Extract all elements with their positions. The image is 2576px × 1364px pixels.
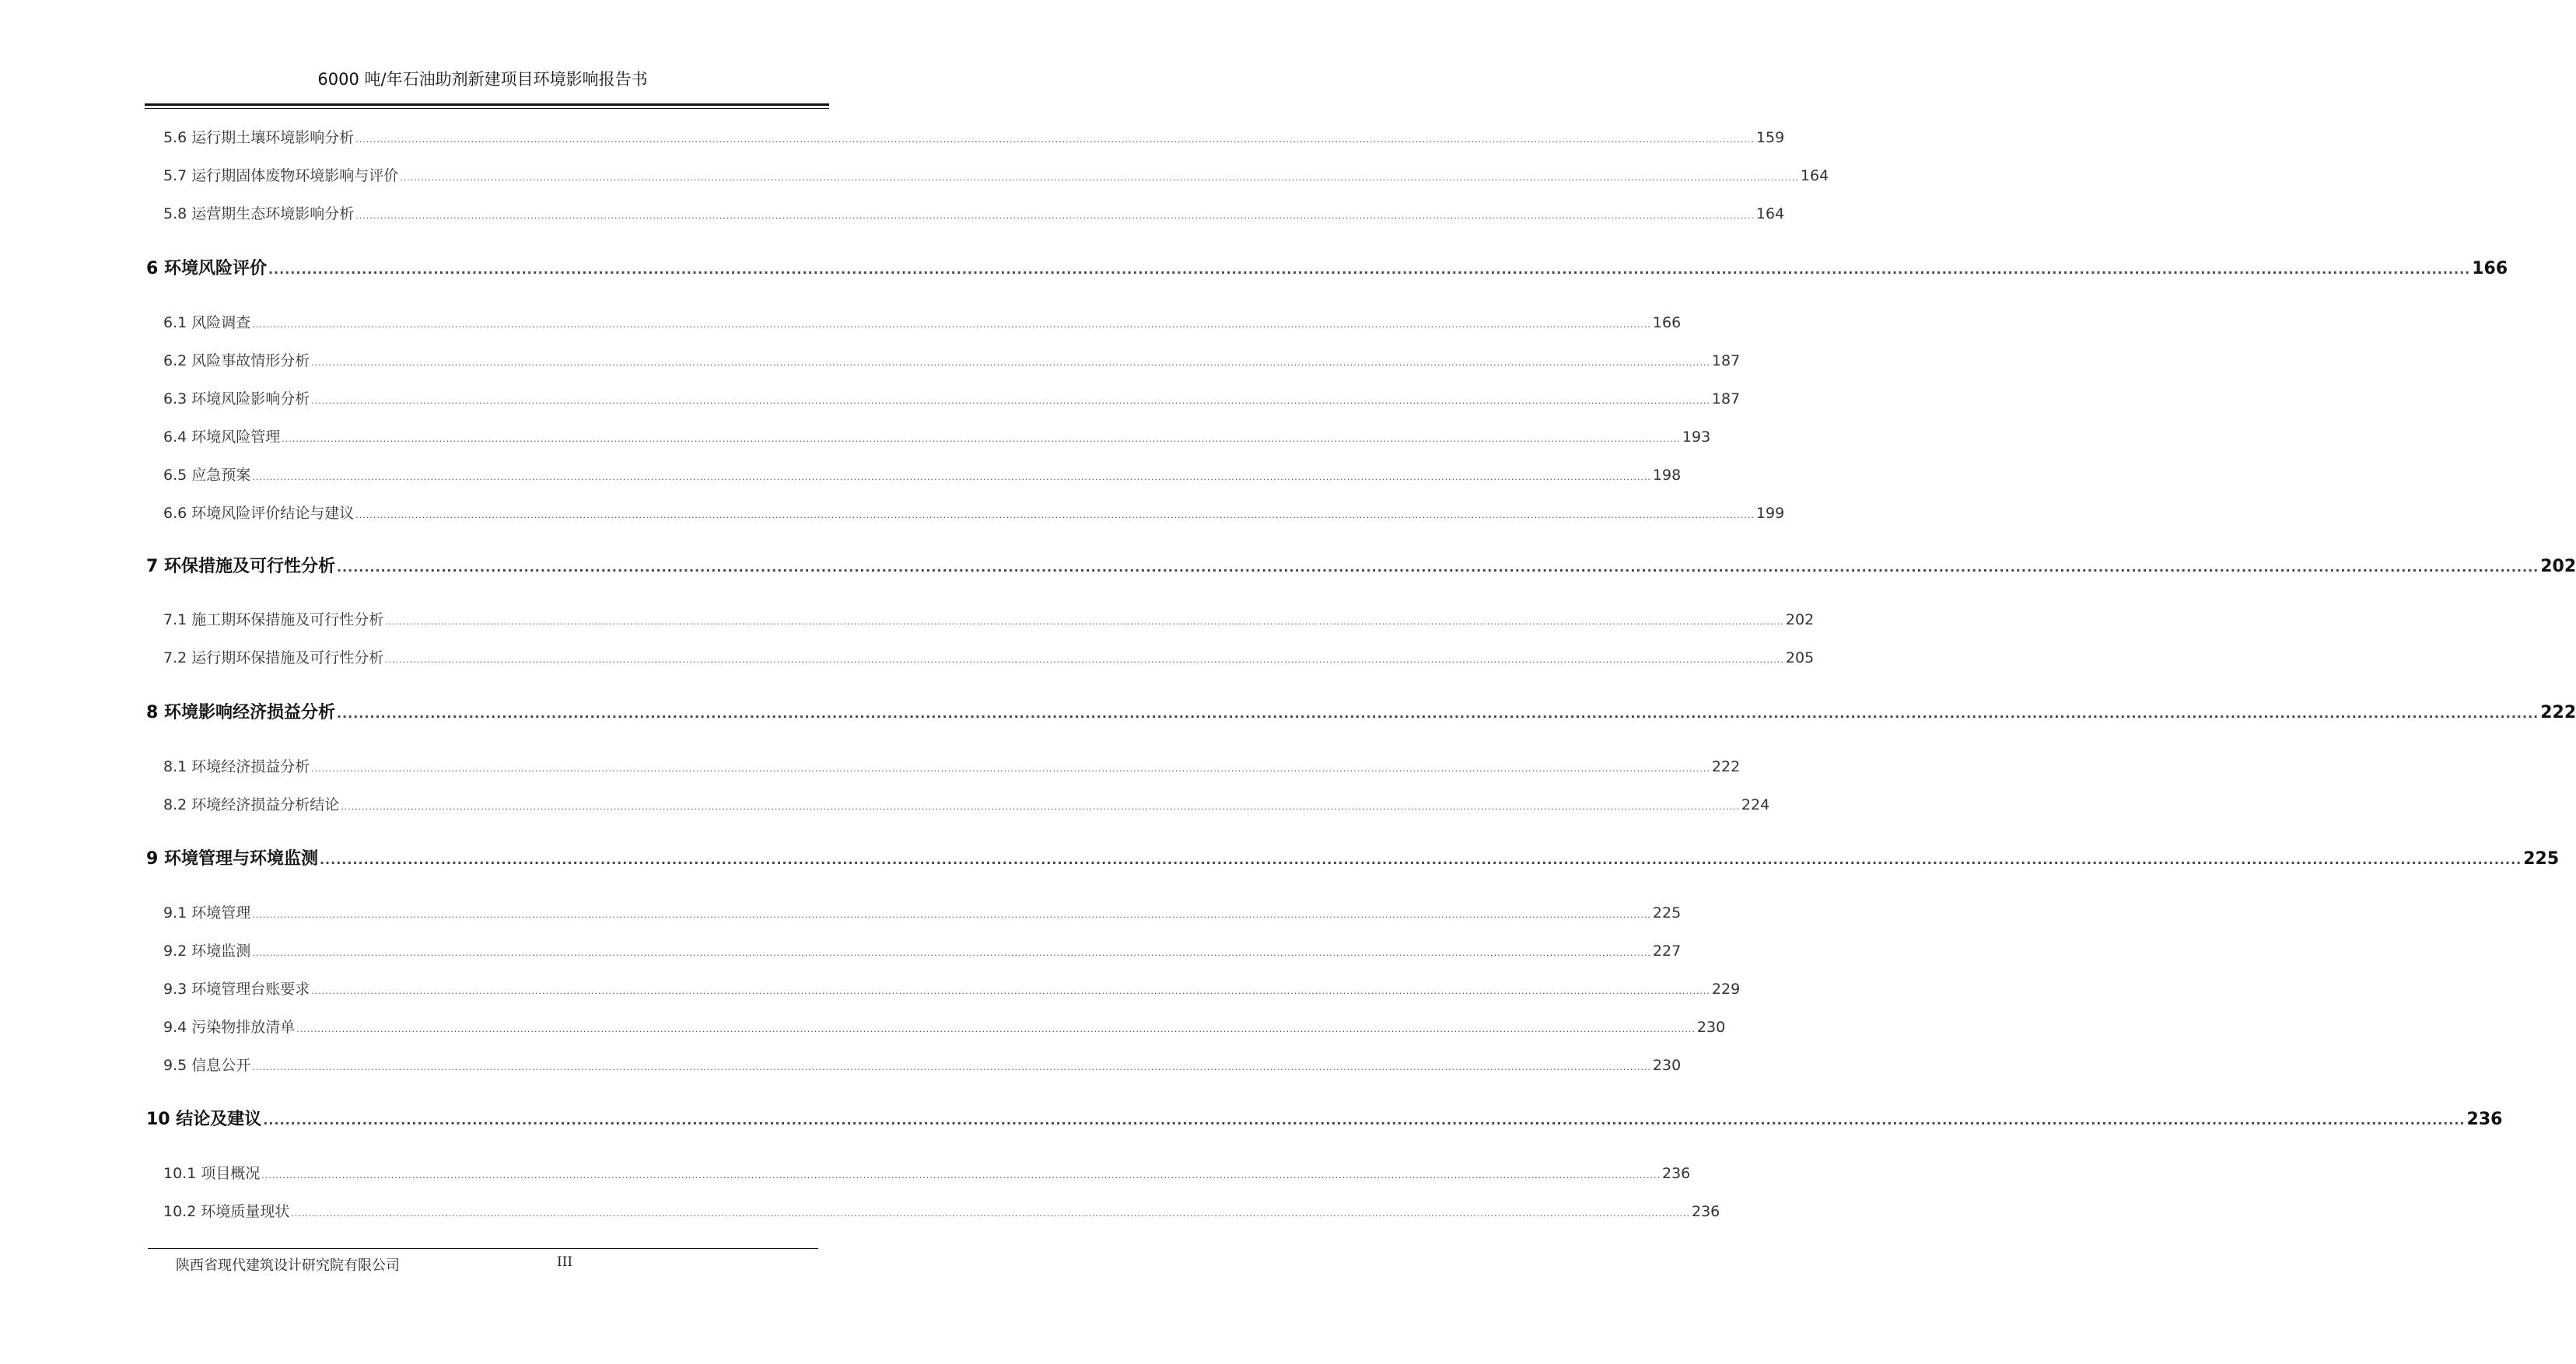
- toc-chapter-label: 6 环境风险评价: [146, 259, 267, 278]
- toc-entry-9-1[interactable]: [163, 901, 1682, 922]
- toc-entry-label: 5.7 运行期固体废物环境影响与评价: [163, 167, 399, 184]
- toc-entry-9-3[interactable]: [163, 978, 1741, 999]
- toc-entry-label: 6.5 应急预案: [163, 467, 251, 484]
- toc-entry-9-2[interactable]: [163, 939, 1682, 960]
- toc-dot-leader: ................................................................................................................................................................................................................................................................................................................................................................................................................: [355, 510, 1755, 520]
- toc-entry-6-2[interactable]: [163, 349, 1741, 370]
- toc-entry-page: 202: [1785, 611, 1815, 628]
- toc-entry-page: 159: [1755, 129, 1785, 146]
- toc-dot-leader: ................................................................................................................................................................................................................................................................................................................................................................................................................: [252, 948, 1651, 958]
- toc-entry-page: 230: [1696, 1019, 1726, 1036]
- toc-chapter-page: 166: [2472, 259, 2508, 278]
- toc-dot-leader: ................................................................................................................................................................................................................................................................................................................................................................................................................: [252, 472, 1651, 482]
- toc-chapter-label: 8 环境影响经济损益分析: [146, 703, 335, 722]
- toc-entry-label: 6.4 环境风险管理: [163, 428, 281, 446]
- toc-entry-7-1[interactable]: [163, 608, 1815, 629]
- toc-entry-6-3[interactable]: [163, 387, 1741, 408]
- header-divider-thin: [145, 108, 829, 109]
- toc-dot-leader: ................................................................................................................................................................................................................................................................................................................................................................................................................: [291, 1208, 1690, 1219]
- toc-entry-10-1[interactable]: [163, 1162, 1691, 1183]
- toc-dot-leader: ................................................................................................................................................................................................................................................................................................................................................................................................................: [341, 802, 1740, 812]
- toc-chapter-9[interactable]: [146, 845, 2560, 869]
- toc-entry-page: 222: [1711, 758, 1741, 775]
- toc-entry-9-4[interactable]: [163, 1016, 1726, 1037]
- toc-dot-leader: ................................................................................................................................................................................................................................................................................................................................................................................................................: [336, 560, 2539, 575]
- toc-chapter-7[interactable]: [146, 553, 2576, 577]
- toc-entry-8-2[interactable]: [163, 793, 1770, 814]
- toc-entry-label: 8.1 环境经济损益分析: [163, 758, 310, 775]
- toc-entry-label: 8.2 环境经济损益分析结论: [163, 796, 340, 813]
- toc-chapter-8[interactable]: [146, 699, 2576, 723]
- toc-entry-6-4[interactable]: [163, 425, 1711, 446]
- toc-entry-label: 9.5 信息公开: [163, 1057, 251, 1074]
- toc-entry-label: 6.1 风险调查: [163, 314, 251, 331]
- toc-dot-leader: ................................................................................................................................................................................................................................................................................................................................................................................................................: [263, 1113, 2466, 1128]
- toc-entry-9-5[interactable]: [163, 1054, 1682, 1075]
- toc-dot-leader: ................................................................................................................................................................................................................................................................................................................................................................................................................: [385, 655, 1784, 665]
- footer-divider: [148, 1248, 818, 1249]
- toc-chapter-page: 222: [2540, 703, 2576, 722]
- toc-dot-leader: ................................................................................................................................................................................................................................................................................................................................................................................................................: [385, 617, 1784, 627]
- toc-entry-6-5[interactable]: [163, 463, 1682, 484]
- toc-chapter-label: 10 结论及建议: [146, 1110, 262, 1129]
- toc-entry-label: 7.1 施工期环保措施及可行性分析: [163, 611, 384, 628]
- toc-dot-leader: ................................................................................................................................................................................................................................................................................................................................................................................................................: [336, 706, 2539, 721]
- header-divider-thick: [145, 103, 829, 106]
- toc-entry-label: 9.1 环境管理: [163, 904, 251, 922]
- toc-entry-page: 199: [1755, 505, 1785, 522]
- toc-entry-label: 5.6 运行期土壤环境影响分析: [163, 129, 355, 146]
- toc-dot-leader: ................................................................................................................................................................................................................................................................................................................................................................................................................: [319, 852, 2522, 867]
- toc-entry-page: 193: [1682, 428, 1711, 446]
- toc-dot-leader: ................................................................................................................................................................................................................................................................................................................................................................................................................: [296, 1024, 1696, 1034]
- toc-entry-label: 6.6 环境风险评价结论与建议: [163, 505, 355, 522]
- toc-entry-page: 166: [1652, 314, 1682, 331]
- toc-entry-page: 187: [1711, 390, 1741, 407]
- toc-chapter-page: 225: [2523, 849, 2560, 869]
- toc-entry-label: 6.3 环境风险影响分析: [163, 390, 310, 407]
- toc-entry-label: 10.1 项目概况: [163, 1165, 261, 1182]
- toc-entry-7-2[interactable]: [163, 646, 1815, 667]
- toc-chapter-page: 236: [2466, 1110, 2503, 1129]
- toc-entry-label: 10.2 环境质量现状: [163, 1203, 290, 1220]
- toc-entry-page: 227: [1652, 943, 1682, 960]
- toc-entry-8-1[interactable]: [163, 755, 1741, 776]
- toc-entry-page: 225: [1652, 904, 1682, 922]
- toc-entry-page: 164: [1755, 205, 1785, 222]
- toc-entry-5-8[interactable]: [163, 202, 1785, 223]
- toc-entry-label: 5.8 运营期生态环境影响分析: [163, 205, 355, 222]
- toc-entry-page: 229: [1711, 981, 1741, 998]
- toc-dot-leader: ................................................................................................................................................................................................................................................................................................................................................................................................................: [268, 262, 2471, 277]
- toc-entry-5-6[interactable]: [163, 126, 1785, 147]
- toc-chapter-6[interactable]: [146, 255, 2508, 279]
- toc-entry-5-7[interactable]: [163, 164, 1829, 185]
- toc-chapter-10[interactable]: [146, 1106, 2503, 1130]
- toc-entry-6-1[interactable]: [163, 311, 1682, 332]
- toc-entry-page: 187: [1711, 352, 1741, 369]
- footer-company-name: 陕西省现代建筑设计研究院有限公司: [176, 1257, 400, 1274]
- toc-entry-page: 236: [1692, 1203, 1720, 1220]
- toc-entry-label: 9.2 环境监测: [163, 943, 251, 960]
- toc-entry-page: 236: [1662, 1165, 1691, 1182]
- toc-dot-leader: ................................................................................................................................................................................................................................................................................................................................................................................................................: [252, 320, 1651, 330]
- toc-entry-6-6[interactable]: [163, 502, 1785, 523]
- toc-entry-label: 7.2 运行期环保措施及可行性分析: [163, 649, 384, 666]
- toc-entry-page: 164: [1800, 167, 1829, 184]
- toc-dot-leader: ................................................................................................................................................................................................................................................................................................................................................................................................................: [282, 434, 1681, 444]
- toc-dot-leader: ................................................................................................................................................................................................................................................................................................................................................................................................................: [261, 1170, 1661, 1180]
- toc-chapter-label: 9 环境管理与环境监测: [146, 849, 318, 869]
- toc-entry-page: 198: [1652, 467, 1682, 484]
- toc-entry-10-2[interactable]: [163, 1200, 1720, 1221]
- document-header-title: 6000 吨/年石油助剂新建项目环境影响报告书: [317, 70, 648, 89]
- toc-entry-label: 6.2 风险事故情形分析: [163, 352, 310, 369]
- toc-entry-page: 205: [1785, 649, 1815, 666]
- toc-dot-leader: ................................................................................................................................................................................................................................................................................................................................................................................................................: [311, 986, 1710, 996]
- footer-page-number: III: [557, 1254, 573, 1270]
- toc-chapter-page: 202: [2540, 557, 2576, 576]
- toc-dot-leader: ................................................................................................................................................................................................................................................................................................................................................................................................................: [311, 764, 1710, 774]
- toc-dot-leader: ................................................................................................................................................................................................................................................................................................................................................................................................................: [252, 910, 1651, 920]
- toc-dot-leader: ................................................................................................................................................................................................................................................................................................................................................................................................................: [355, 211, 1755, 221]
- toc-dot-leader: ................................................................................................................................................................................................................................................................................................................................................................................................................: [311, 358, 1710, 368]
- toc-entry-label: 9.3 环境管理台账要求: [163, 981, 310, 998]
- toc-dot-leader: ................................................................................................................................................................................................................................................................................................................................................................................................................: [252, 1062, 1651, 1072]
- toc-entry-page: 230: [1652, 1057, 1682, 1074]
- toc-entry-page: 224: [1741, 796, 1770, 813]
- toc-entry-label: 9.4 污染物排放清单: [163, 1019, 296, 1036]
- toc-dot-leader: ................................................................................................................................................................................................................................................................................................................................................................................................................: [311, 396, 1710, 406]
- toc-chapter-label: 7 环保措施及可行性分析: [146, 557, 335, 576]
- toc-dot-leader: ................................................................................................................................................................................................................................................................................................................................................................................................................: [355, 135, 1755, 145]
- toc-dot-leader: ................................................................................................................................................................................................................................................................................................................................................................................................................: [400, 173, 1799, 183]
